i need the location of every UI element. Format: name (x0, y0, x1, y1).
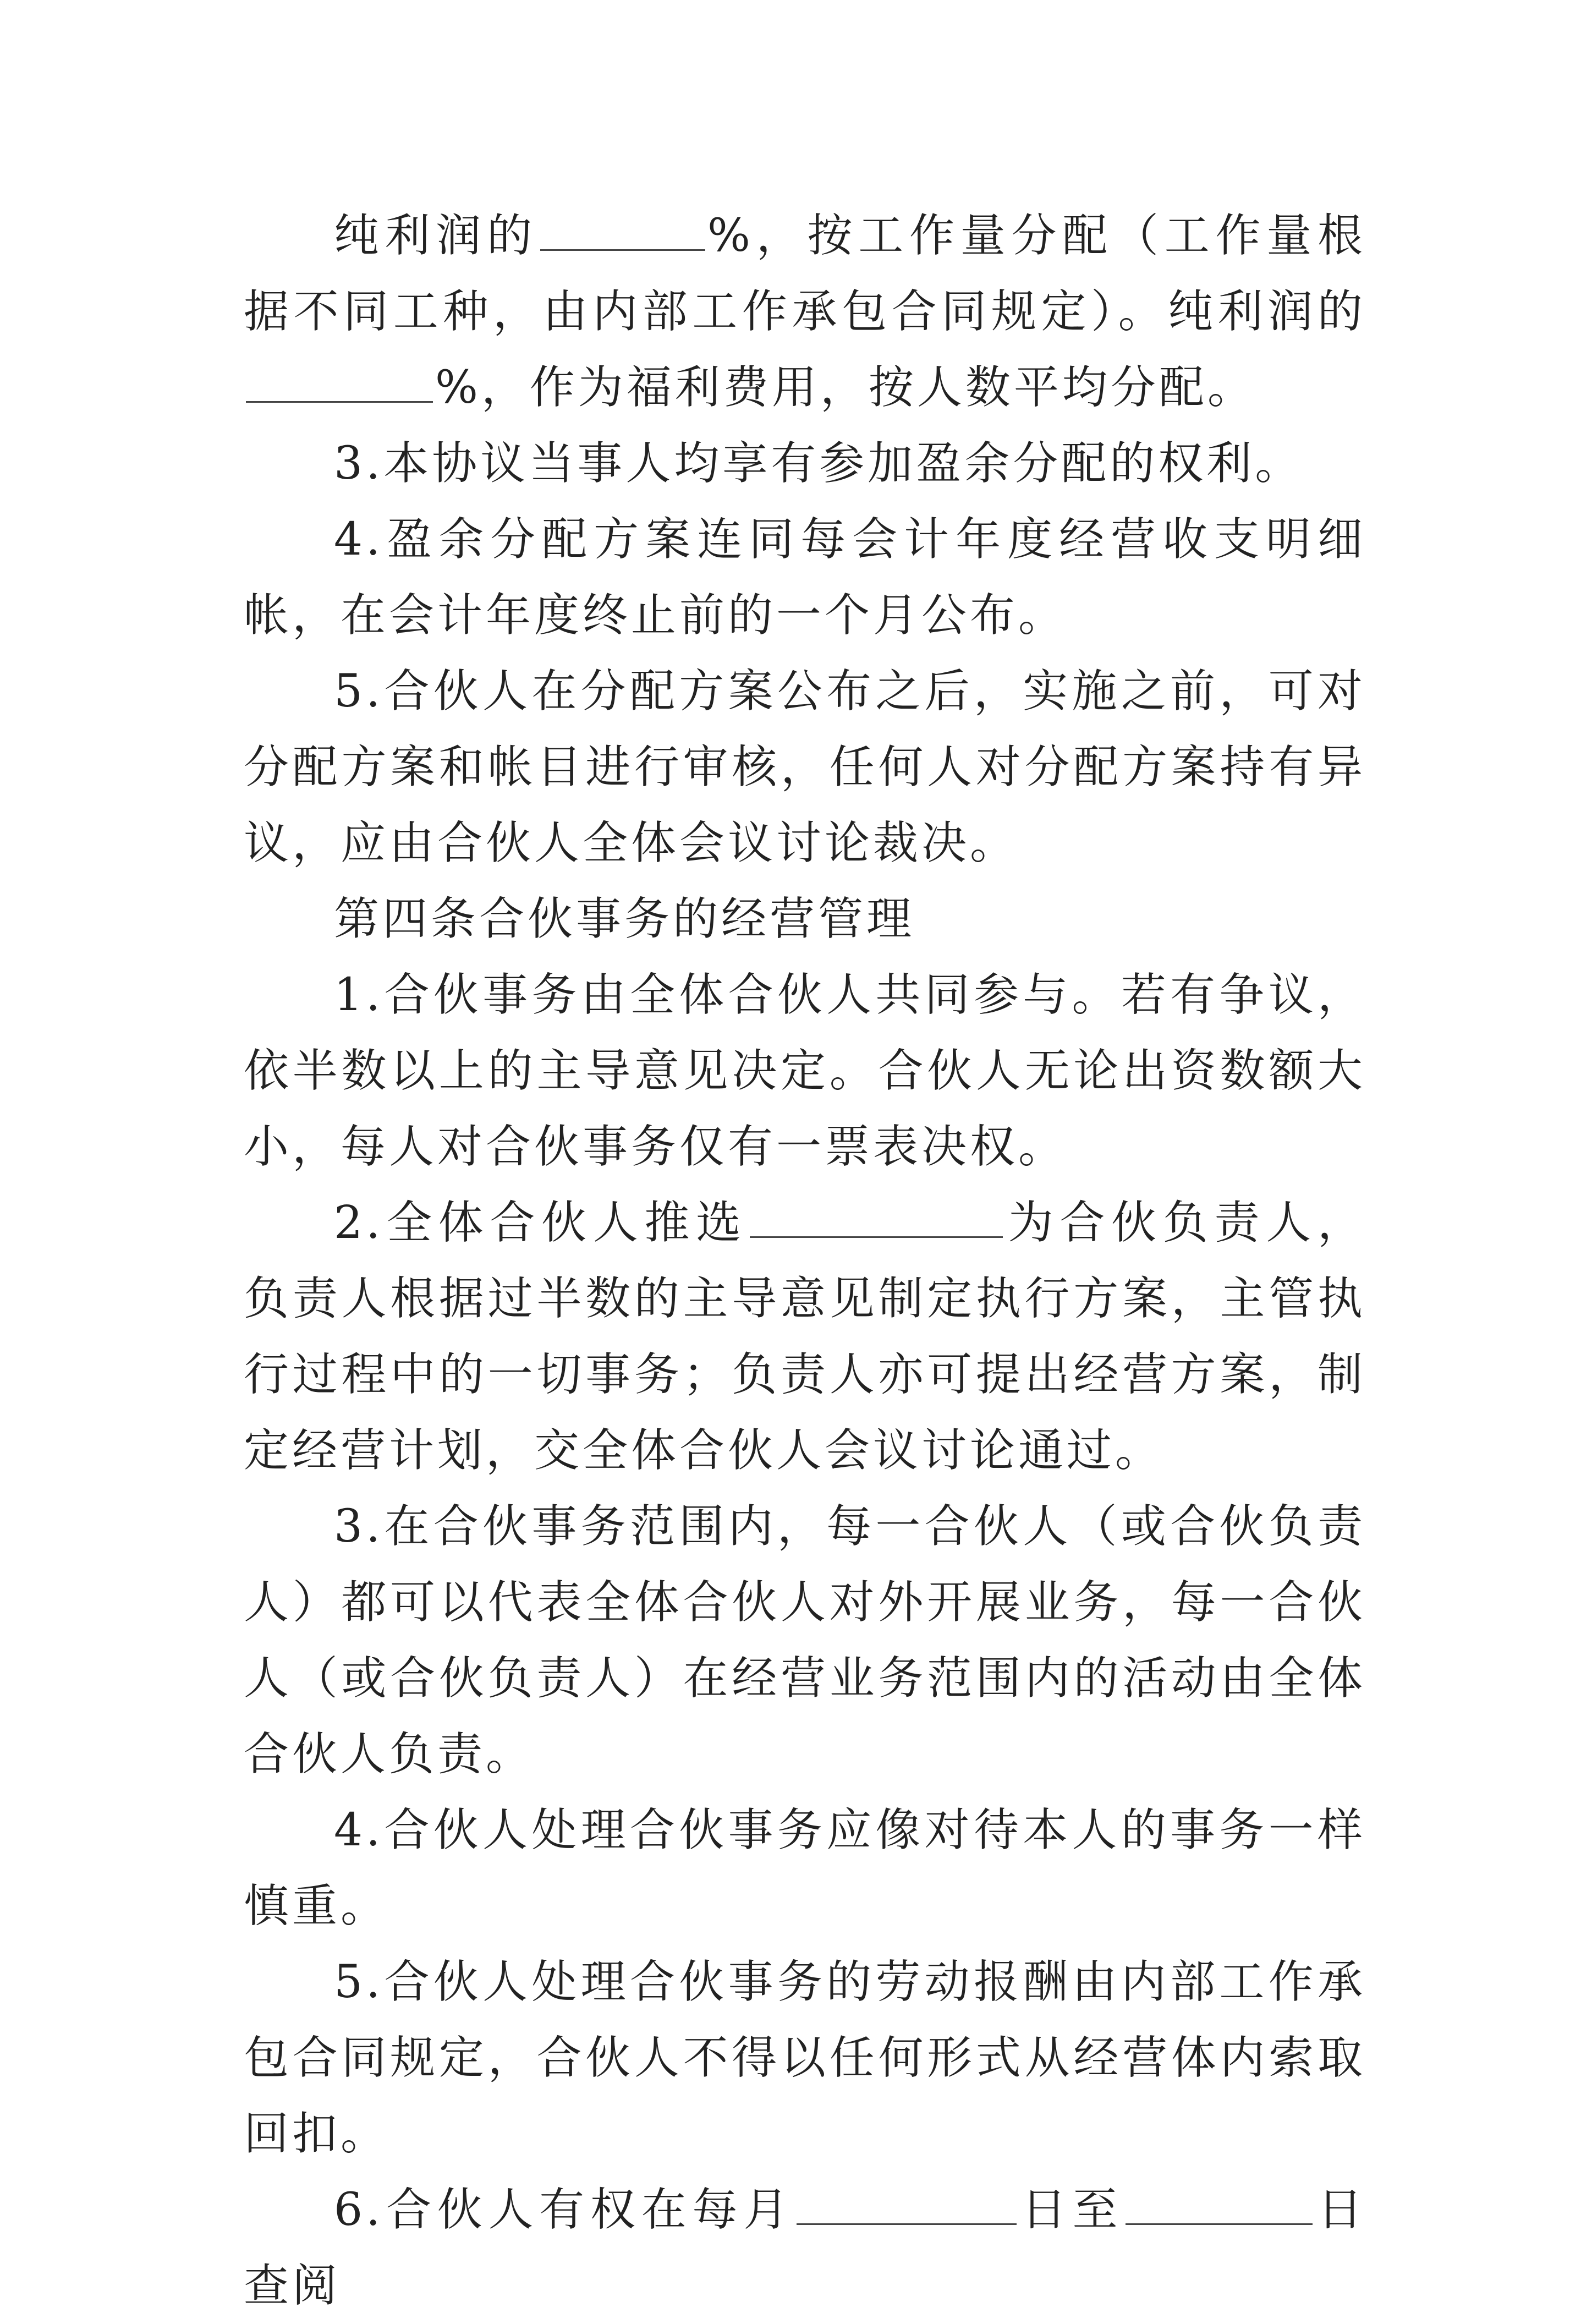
text-fragment: %，按工作量分配（工作量根据不同工种，由内部工作承包合同规定）。纯利润的 (244, 210, 1366, 338)
paragraph-article4-clause-3: 3.在合伙事务范围内，每一合伙人（或合伙负责人）都可以代表全体合伙人对外开展业务，每一合伙人（或合伙负责人）在经营业务范围内的活动由全体合伙人负责。 (244, 1500, 1366, 1780)
text-fragment: 日查阅 (244, 2184, 1366, 2312)
paragraph-article4-clause-4: 4.合伙人处理合伙事务应像对待本人的事务一样慎重。 (244, 1804, 1366, 1932)
text-fragment: 纯利润的 (334, 210, 539, 262)
text-fragment: 6.合伙人有权在每月 (334, 2184, 794, 2236)
paragraph-article4-clause-1: 1.合伙事务由全体合伙人共同参与。若有争议，依半数以上的主导意见决定。合伙人无论出资数额大小，每人对合伙事务仅有一票表决权。 (244, 969, 1366, 1173)
paragraph-clause-4: 4.盈余分配方案连同每会计年度经营收支明细帐，在会计年度终止前的一个月公布。 (244, 513, 1366, 642)
document-body (244, 198, 1366, 2324)
section-heading-article-4: 第四条合伙事务的经营管理 (334, 893, 915, 945)
paragraph-clause-3: 3.本协议当事人均享有参加盈余分配的权利。 (334, 437, 1304, 490)
paragraph-article4-clause-2 (244, 1185, 1366, 1489)
paragraph-profit-distribution (244, 198, 1366, 426)
blank-line (750, 1198, 1003, 1238)
text-fragment: 日至 (1018, 2184, 1124, 2236)
blank-line (1126, 2185, 1313, 2225)
paragraph-article4-clause-5: 5.合伙人处理合伙事务的劳动报酬由内部工作承包合同规定，合伙人不得以任何形式从经营体内索取回扣。 (244, 1956, 1366, 2160)
text-fragment: 为合伙负责人，负责人根据过半数的主导意见制定执行方案，主管执行过程中的一切事务；负责人亦可提出经营方案，制定经营计划，交全体合伙人会议讨论通过。 (244, 1197, 1366, 1477)
text-fragment: 2.全体合伙人推选 (334, 1197, 748, 1249)
blank-line (540, 211, 705, 251)
paragraph-article4-clause-6 (244, 2172, 1366, 2324)
blank-line (246, 363, 433, 403)
blank-line (797, 2185, 1017, 2225)
paragraph-clause-5: 5.合伙人在分配方案公布之后，实施之前，可对分配方案和帐目进行审核，任何人对分配方案持有异议，应由合伙人全体会议讨论裁决。 (244, 665, 1366, 869)
text-fragment: %，作为福利费用，按人数平均分配。 (435, 361, 1256, 414)
